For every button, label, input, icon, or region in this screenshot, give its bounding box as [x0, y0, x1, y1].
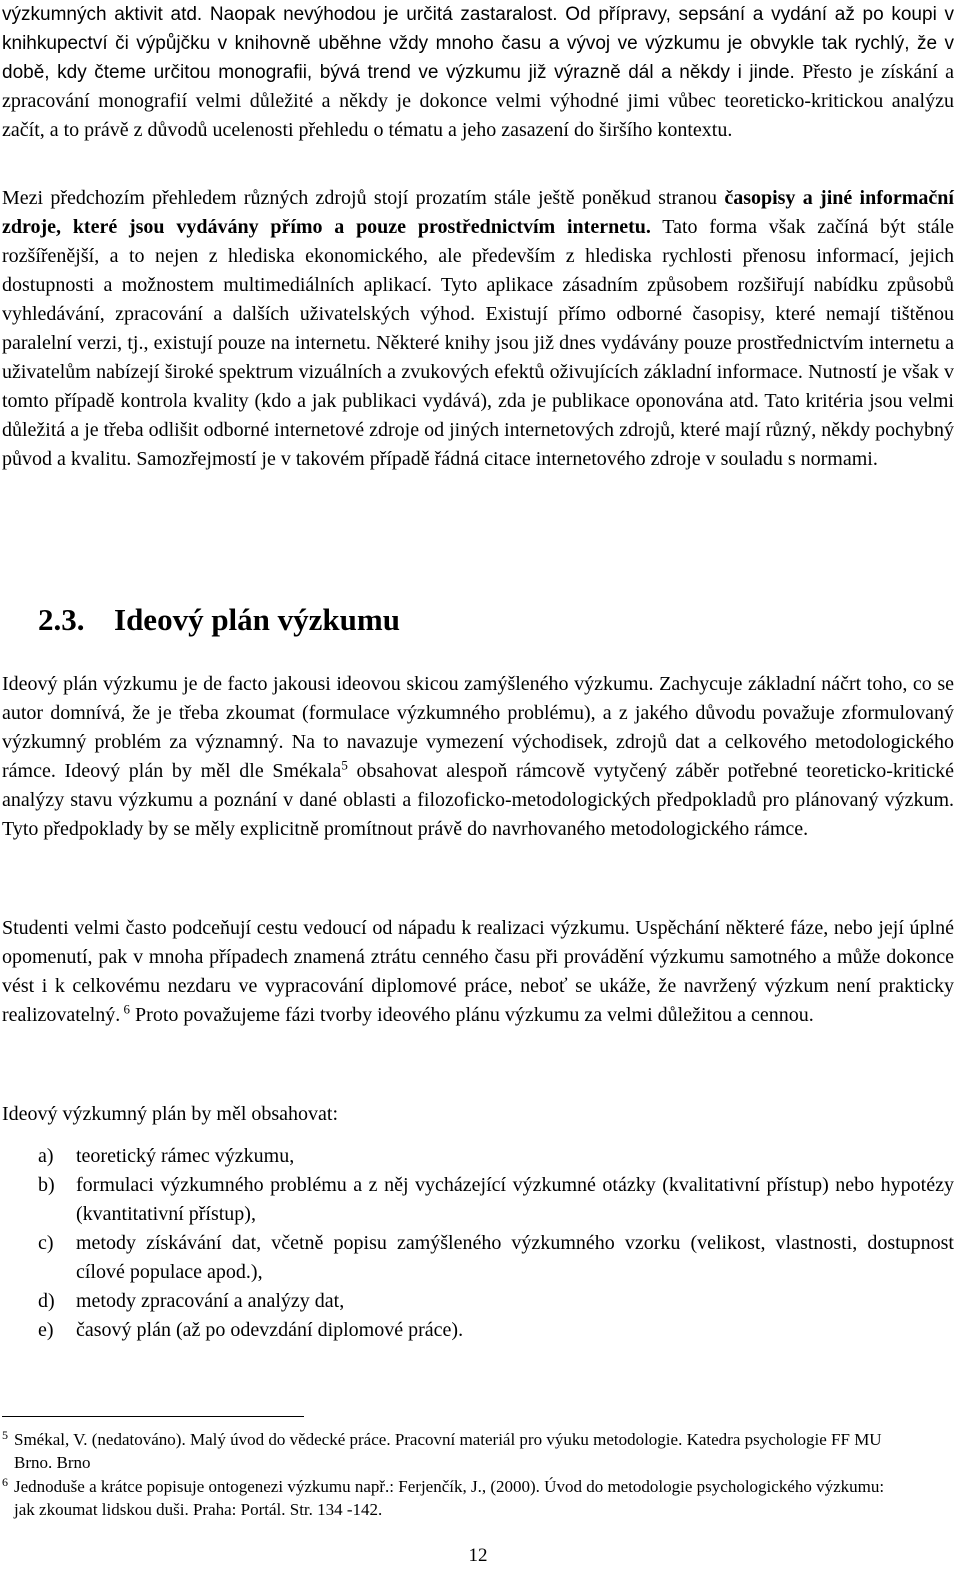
- footnote-number: 5: [2, 1428, 8, 1442]
- list-item-marker: c): [38, 1232, 54, 1254]
- page-number: 12: [468, 1545, 488, 1566]
- section-title: Ideový plán výzkumu: [114, 602, 400, 637]
- list-item-text: metody získávání dat, včetně popisu zamýšleného výzkumného vzorku (velikost, vlastnosti, dostupnost cílové populace apod.),: [76, 1232, 954, 1283]
- footnote-number: 6: [2, 1475, 8, 1489]
- list-item-marker: a): [38, 1145, 54, 1167]
- paragraph-studenti-a: Studenti velmi často podceňují cestu vedoucí od nápadu k realizaci výzkumu. Uspěchání některé fáze, nebo její úplné opomenutí, pak v mnoha případech znamená ztrátu cenného času při provádění výzkumu samotného a může dokonce vést i k celkovému nezdaru ve vypracování diplomové práce, neboť se ukáže, že navržený výzkum není prakticky realizovatelný.: [2, 917, 954, 1026]
- footnotes: [2, 1428, 902, 1521]
- list-item: [38, 1142, 954, 1171]
- paragraph-internet-bold: časopisy a jiné informační zdroje, které jsou vydávány přímo a pouze prostřednictvím internetu.: [2, 187, 954, 238]
- footnote-ref-6[interactable]: 6: [120, 1001, 131, 1017]
- footnote-text: Jednoduše a krátce popisuje ontogenezi výzkumu např.: Ferjenčík, J., (2000). Úvod do metodologie psychologického výzkumu: jak zkoumat lidskou duši. Praha: Portál. Str. 134 -142.: [14, 1477, 885, 1519]
- footnote-5: [2, 1428, 902, 1474]
- paragraph-studenti: [2, 914, 954, 1030]
- list-item-text: metody zpracování a analýzy dat,: [76, 1290, 345, 1312]
- paragraph-internet-rest: Tato forma však začíná být stále rozšířenější, a to nejen z hlediska ekonomického, ale především z hlediska rychlosti přenosu informací, jejich dostupnosti a možnostem multimediálních aplikací. Tyto aplikace zásadním způsobem rozšiřují nabídku způsobů vyhledávání, zpracování a dalších uživatelských výhod. Existují přímo odborné časopisy, které nemají tištěnou paralelní verzi, tj., existují pouze na internetu. Některé knihy jsou již dnes vydávány pouze prostřednictvím internetu a uživatelům nabízejí široké spektrum vizuálních a zvukových efektů oživujících základní informace. Nutností je však v tomto případě kontrola kvality (kdo a jak publikaci vydává), zda je publikace oponována atd. Tato kritéria jsou velmi důležitá a je třeba odlišit odborné internetové zdroje od jiných internetových zdrojů, které mají různý, někdy pochybný původ a kvalitu. Samozřejmostí je v takovém případě řádná citace internetového zdroje v souladu s normami.: [2, 216, 955, 470]
- list-item-marker: b): [38, 1174, 55, 1196]
- section-heading: [38, 598, 400, 642]
- paragraph-monographs-sans: výzkumných aktivit atd. Naopak nevýhodou je určitá zastaralost. Od přípravy, sepsání a vydání až po koupi v knihkupectví či výpůjčku v knihovně uběhne vždy mnoho času a vývoj ve výzkumu je obvykle tak rychlý, že v době, kdy čteme určitou monografii, bývá trend ve výzkumu již výrazně dál a někdy i jinde.: [2, 4, 954, 83]
- footnote-6: [2, 1475, 902, 1521]
- paragraph-monographs-serif: Přesto je získání a zpracování monografií velmi důležité a někdy je dokonce velmi výhodné jimi vůbec teoreticko-kritickou analýzu začít, a to právě z důvodů ucelenosti přehledu o tématu a jeho zasazení do širšího kontextu.: [2, 61, 954, 141]
- paragraph-internet-lead: Mezi předchozím přehledem různých zdrojů stojí prozatím stále ještě poněkud stranou: [2, 187, 725, 209]
- paragraph-internet-sources: [2, 184, 954, 474]
- plan-contents-list: [38, 1142, 954, 1345]
- paragraph-monographs: [2, 0, 954, 145]
- list-item: [38, 1229, 954, 1287]
- section-number: 2.3.: [38, 602, 85, 637]
- list-item: [38, 1287, 954, 1316]
- paragraph-plan-intro: Ideový výzkumný plán by měl obsahovat:: [2, 1103, 339, 1125]
- paragraph-ideovy-plan-b: obsahovat alespoň rámcově vytyčený záběr potřebné teoreticko-kritické analýzy stavu výzkumu a poznání v dané oblasti a filozoficko-metodologických předpokladů pro plánovaný výzkum. Tyto předpoklady by se měly explicitně promítnout právě do navrhovaného metodologického rámce.: [2, 760, 955, 840]
- list-item-marker: e): [38, 1319, 54, 1341]
- list-item: [38, 1171, 954, 1229]
- paragraph-studenti-b: Proto považujeme fázi tvorby ideového plánu výzkumu za velmi důležitou a cennou.: [130, 1004, 814, 1026]
- footnote-divider: [2, 1416, 304, 1417]
- list-item-text: teoretický rámec výzkumu,: [76, 1145, 295, 1167]
- list-item: [38, 1316, 954, 1345]
- list-item-text: formulaci výzkumného problému a z něj vycházející výzkumné otázky (kvalitativní přístup) nebo hypotézy (kvantitativní přístup),: [76, 1174, 954, 1225]
- list-item-marker: d): [38, 1290, 55, 1312]
- list-item-text: časový plán (až po odevzdání diplomové práce).: [76, 1319, 464, 1341]
- footnote-text: Smékal, V. (nedatováno). Malý úvod do vědecké práce. Pracovní materiál pro výuku metodologie. Katedra psychologie FF MU Brno. Brno: [14, 1430, 882, 1472]
- paragraph-ideovy-plan: [2, 670, 954, 844]
- paragraph-ideovy-plan-a: Ideový plán výzkumu je de facto jakousi ideovou skicou zamýšleného výzkumu. Zachycuje základní náčrt toho, co se autor domnívá, že je třeba zkoumat (formulace výzkumného problému), a z jakého důvodu považuje zformulovaný výzkumný problém za významný. Na to navazuje vymezení východisek, zdrojů dat a celkového metodologického rámce. Ideový plán by měl dle Smékala: [2, 673, 954, 782]
- footnote-ref-5[interactable]: 5: [341, 757, 348, 773]
